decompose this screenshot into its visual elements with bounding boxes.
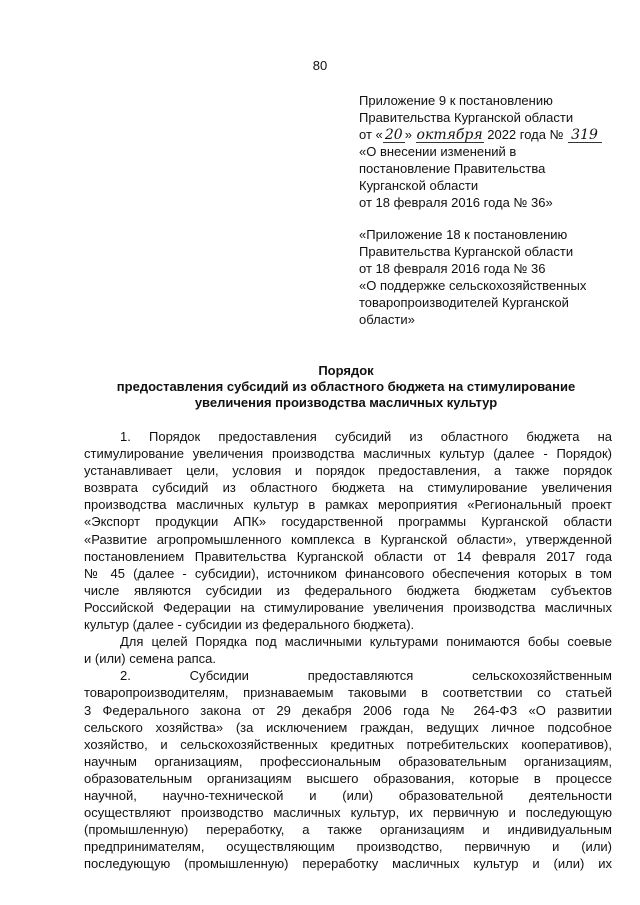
body-line: постановлением Правительства Курганской области от 14 февраля 2017 года	[84, 548, 612, 564]
appendix-9-date-line	[359, 126, 629, 143]
handwritten-month: октября	[416, 127, 483, 143]
date-year: 2022 года №	[487, 127, 564, 142]
handwritten-day: 20	[383, 128, 405, 143]
body-line: научным организациям, профессиональным образовательным организациям,	[84, 753, 612, 769]
body-line: предпринимателям, осуществляющим производство, первичную и (или)	[84, 839, 612, 855]
appendix-9-line-1: Приложение 9 к постановлению	[359, 93, 553, 108]
body-line: Российской Федерации на стимулирование увеличения производства масличных	[84, 599, 612, 615]
body-line: 1. Порядок предоставления субсидий из областного бюджета на	[120, 429, 612, 444]
appendix-9-line-2: Правительства Курганской области	[359, 110, 574, 125]
appendix-18-header	[359, 226, 629, 328]
body-line: «Развитие агропромышленного комплекса в Курганской области», утвержденной	[84, 531, 612, 547]
body-line: научной, научно-технической и (или) образовательной деятельности	[84, 787, 612, 803]
body-line: сельского хозяйства» (за исключением граждан, ведущих личное подсобное	[84, 719, 612, 735]
appendix-9-line-7: от 18 февраля 2016 года № 36»	[359, 195, 553, 210]
appendix-18-line-5: товаропроизводителей Курганской	[359, 295, 569, 310]
body-line: № 45 (далее - субсидии), источником финансового обеспечения которых в том	[84, 565, 612, 581]
title-line-2: предоставления субсидий из областного бюджета на стимулирование	[116, 379, 576, 394]
appendix-18-line-1: «Приложение 18 к постановлению	[359, 227, 568, 242]
page-number: 80	[312, 58, 328, 73]
body-line: образовательным организациям высшего образования, которые в процессе	[84, 770, 612, 786]
body-line: культур (далее - субсидии из федерального бюджета).	[84, 617, 415, 633]
document-body	[84, 428, 612, 872]
body-line: последующую (промышленную) переработку масличных культур и (или) их	[84, 856, 612, 872]
appendix-18-line-3: от 18 февраля 2016 года № 36	[359, 261, 546, 276]
body-line: возврата субсидий из областного бюджета на стимулирование увеличения	[84, 480, 612, 496]
body-line: производства масличных культур в рамках мероприятия «Региональный проект	[84, 497, 612, 513]
appendix-9-line-5: постановление Правительства	[359, 161, 546, 176]
title-line-1: Порядок	[318, 363, 374, 378]
body-line: Для целей Порядка под масличными культурами понимаются бобы соевые	[120, 634, 612, 650]
title-line-3: увеличения производства масличных культур	[194, 395, 498, 410]
appendix-18-line-4: «О поддержке сельскохозяйственных	[359, 278, 587, 293]
body-line: хозяйство, и сельскохозяйственных кредитных потребительских кооперативов),	[84, 736, 612, 752]
appendix-18-line-2: Правительства Курганской области	[359, 244, 574, 259]
body-line: товаропроизводителям, признаваемым таковыми в соответствии со статьей	[84, 685, 612, 701]
body-line: стимулирование увеличения производства масличных культур (далее - Порядок)	[84, 446, 612, 462]
body-line: устанавливает цели, условия и порядок предоставления, а также порядок	[84, 463, 612, 479]
appendix-9-line-6: Курганской области	[359, 178, 479, 193]
appendix-18-line-6: области»	[359, 312, 415, 327]
appendix-9-header	[359, 92, 629, 211]
document-title	[60, 363, 632, 411]
body-line: числе являются субсидии из федерального бюджета бюджетам субъектов	[84, 582, 612, 598]
body-line: 3 Федерального закона от 29 декабря 2006 года № 264-ФЗ «О развитии	[84, 702, 612, 718]
body-line: и (или) семена рапса.	[84, 651, 217, 667]
appendix-9-line-4: «О внесении изменений в	[359, 144, 517, 159]
body-line: «Экспорт продукции АПК» государственной программы Курганской области	[84, 514, 612, 530]
date-prefix: от «	[359, 127, 383, 142]
body-line: (промышленную) переработку, а также организациям и индивидуальным	[84, 822, 612, 838]
date-quote-close: »	[404, 127, 412, 142]
body-line: 2. Субсидии предоставляются сельскохозяйственным	[120, 668, 612, 684]
body-line: осуществляют производство масличных культур, их первичную и последующую	[84, 805, 612, 821]
handwritten-number: 319	[568, 128, 602, 143]
